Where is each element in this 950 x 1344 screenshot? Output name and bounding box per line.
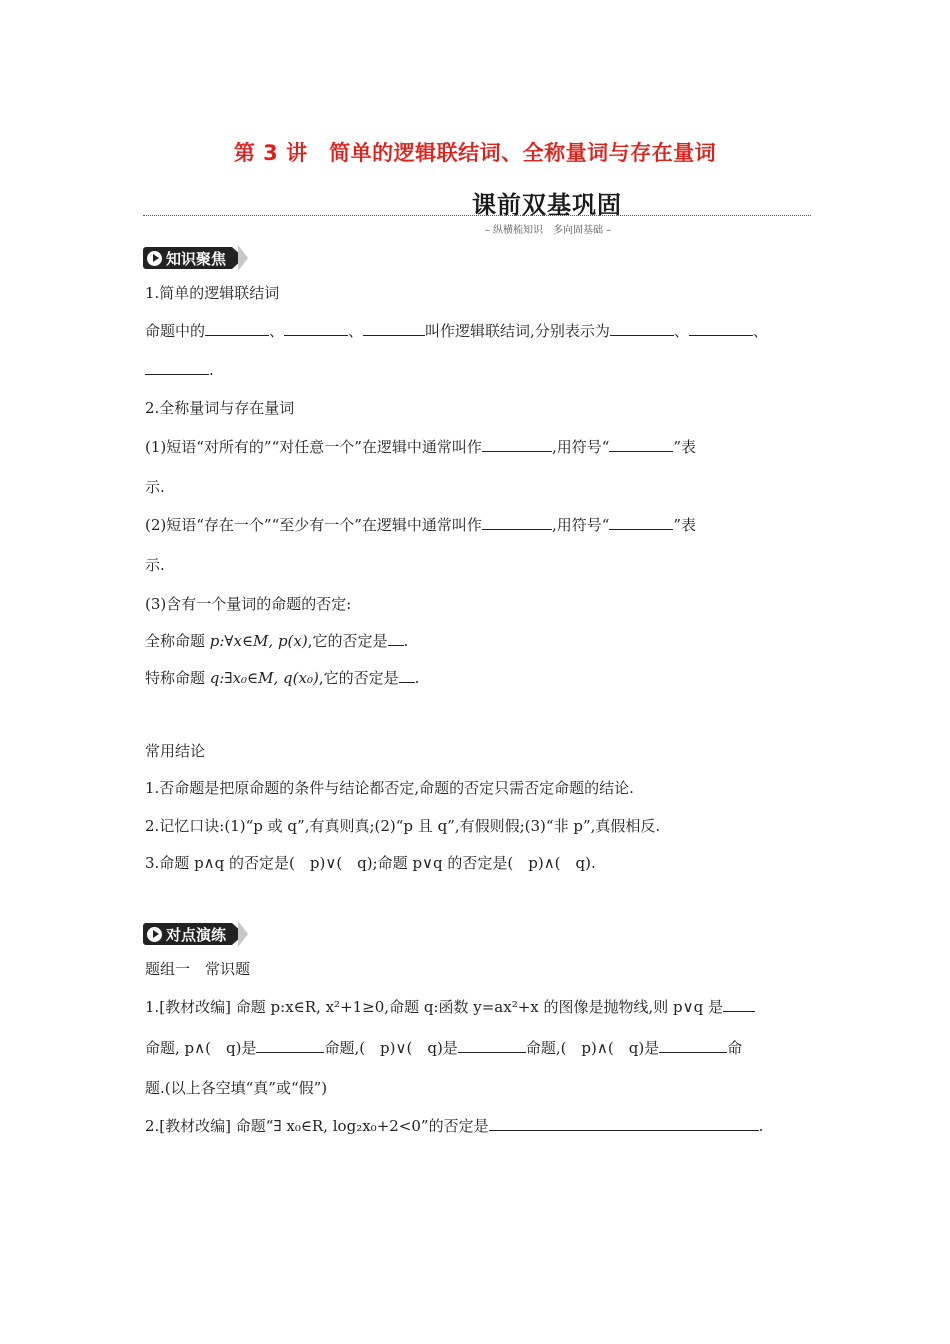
knowledge-heading-2: 2.全称量词与存在量词	[145, 399, 295, 417]
negation-heading: (3)含有一个量词的命题的否定:	[145, 595, 352, 613]
practice-tag-label: 对点演练	[166, 925, 227, 944]
knowledge-tag	[143, 245, 261, 271]
existential-quantifier-line-cont: 示.	[145, 556, 165, 574]
knowledge-tag-label: 知识聚焦	[166, 249, 227, 268]
problem-1-cont: 命题, p∧( q)是 命题,( p)∨( q)是 命题,( p)∧( q)是 命	[145, 1039, 743, 1057]
practice-tag	[143, 921, 261, 947]
section-subheading: – 纵横梳知识 多向固基础 –	[484, 225, 612, 236]
play-icon	[147, 927, 162, 942]
connectives-line-cont: .	[145, 360, 214, 380]
universal-negation-line: 全称命题 p:∀x∈M, p(x),它的否定是 .	[145, 632, 409, 650]
conclusions-heading: 常用结论	[145, 742, 206, 760]
problem-1: 1.[教材改编] 命题 p:x∈R, x²+1≥0,命题 q:函数 y=ax²+x 的图像是抛物线,则 p∨q 是	[145, 997, 755, 1017]
existential-negation-line: 特称命题 q:∃x₀∈M, q(x₀),它的否定是 .	[145, 669, 420, 687]
conclusion-2: 2.记忆口诀:(1)“p 或 q”,有真则真;(2)“p 且 q”,有假则假;(3)“非 p”,真假相反.	[145, 817, 661, 835]
page-title: 第 3 讲 简单的逻辑联结词、全称量词与存在量词	[233, 141, 717, 165]
play-icon	[147, 251, 162, 266]
section-heading: 课前双基巩固	[472, 191, 622, 219]
existential-quantifier-line: (2)短语“存在一个”“至少有一个”在逻辑中通常叫作 ,用符号“ ”表	[145, 516, 697, 534]
universal-quantifier-line: (1)短语“对所有的”“对任意一个”在逻辑中通常叫作 ,用符号“ ”表	[145, 438, 697, 456]
practice-group-heading: 题组一 常识题	[145, 960, 251, 978]
knowledge-heading-1: 1.简单的逻辑联结词	[145, 284, 280, 302]
dotted-divider	[143, 215, 811, 216]
problem-2: 2.[教材改编] 命题“∃ x₀∈R, log₂x₀+2<0”的否定是 .	[145, 1117, 764, 1135]
conclusion-3: 3.命题 p∧q 的否定是( p)∨( q);命题 p∨q 的否定是( p)∧( q).	[145, 854, 596, 872]
problem-1-cont-2: 题.(以上各空填“真”或“假”)	[145, 1079, 328, 1097]
conclusion-1: 1.否命题是把原命题的条件与结论都否定,命题的否定只需否定命题的结论.	[145, 779, 634, 797]
universal-quantifier-line-cont: 示.	[145, 478, 165, 496]
connectives-line: 命题中的 、 、 叫作逻辑联结词,分别表示为 、 、	[145, 322, 768, 340]
